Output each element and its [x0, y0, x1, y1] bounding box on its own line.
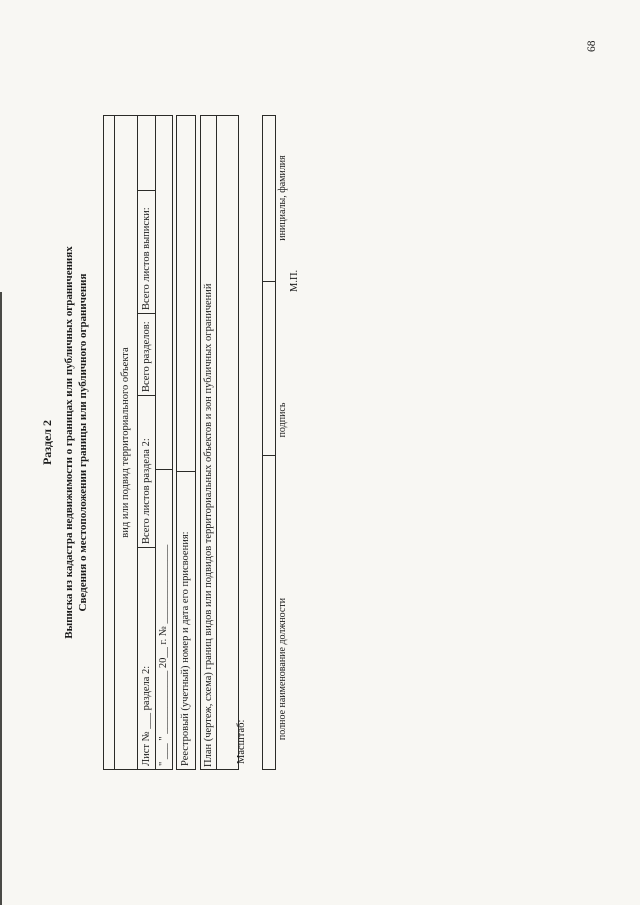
date-number-cell: [156, 470, 172, 769]
stamp-placeholder: М.П.: [289, 269, 300, 292]
total-sections-cell: [138, 314, 155, 396]
sheet-number-label: Лист № ___ раздела 2:: [140, 665, 152, 766]
object-type-value-row: [104, 116, 114, 769]
total-sheets-section-cell: [138, 396, 155, 548]
sheet-number-cell: [138, 548, 155, 769]
signature-captions: [277, 115, 289, 770]
signature-name-cell: [263, 116, 275, 282]
registry-number-value-cell: [177, 116, 195, 472]
plan-header-row: [201, 116, 216, 769]
registry-number-label: Реестровый (учетный) номер и дата его присвоения:: [180, 531, 191, 766]
signature-line-row: [263, 116, 275, 769]
total-sheets-extract-label: Всего листов выписки:: [140, 207, 152, 310]
date-number-line: " ___ " ____________ 20__ г. № _______________: [158, 544, 169, 766]
total-sections-label: Всего разделов:: [140, 321, 152, 392]
scale-label: Масштаб:: [236, 719, 247, 764]
registry-number-row: [177, 116, 195, 769]
document-title-line2: Сведения о местоположении границы или публичного ограничения: [77, 273, 89, 612]
object-type-caption-row: [114, 116, 137, 769]
sheet-counts-row: [137, 116, 155, 769]
total-sheets-extract-cell: [138, 191, 155, 314]
object-type-caption: вид или подвид территориального объекта: [120, 347, 131, 538]
sign-caption: подпись: [277, 402, 288, 438]
total-sheets-section-label: Всего листов раздела 2:: [140, 438, 152, 544]
plan-table: [200, 115, 239, 770]
page-number: 68: [586, 40, 598, 52]
name-caption: инициалы, фамилия: [277, 155, 288, 241]
document-title-line1: Выписка из кадастра недвижимости о границах или публичных ограничениях: [63, 246, 75, 639]
signature-position-cell: [263, 456, 275, 769]
date-number-empty-cell: [156, 116, 172, 470]
registry-number-box: [176, 115, 196, 770]
plan-header-label: План (чертеж, схема) границ видов или подвидов территориальных объектов и зон публичных ограничений: [202, 283, 214, 767]
document-title: [62, 90, 90, 795]
date-number-row: [155, 116, 172, 769]
section-title: Раздел 2: [40, 419, 54, 466]
plan-drawing-area: [216, 116, 238, 769]
total-sheets-extract-value-cell: [138, 116, 155, 191]
header-table: [103, 115, 173, 770]
signature-line-box: [262, 115, 276, 770]
registry-number-label-cell: [177, 472, 195, 769]
signature-sign-cell: [263, 282, 275, 456]
position-caption: полное наименование должности: [277, 597, 288, 741]
